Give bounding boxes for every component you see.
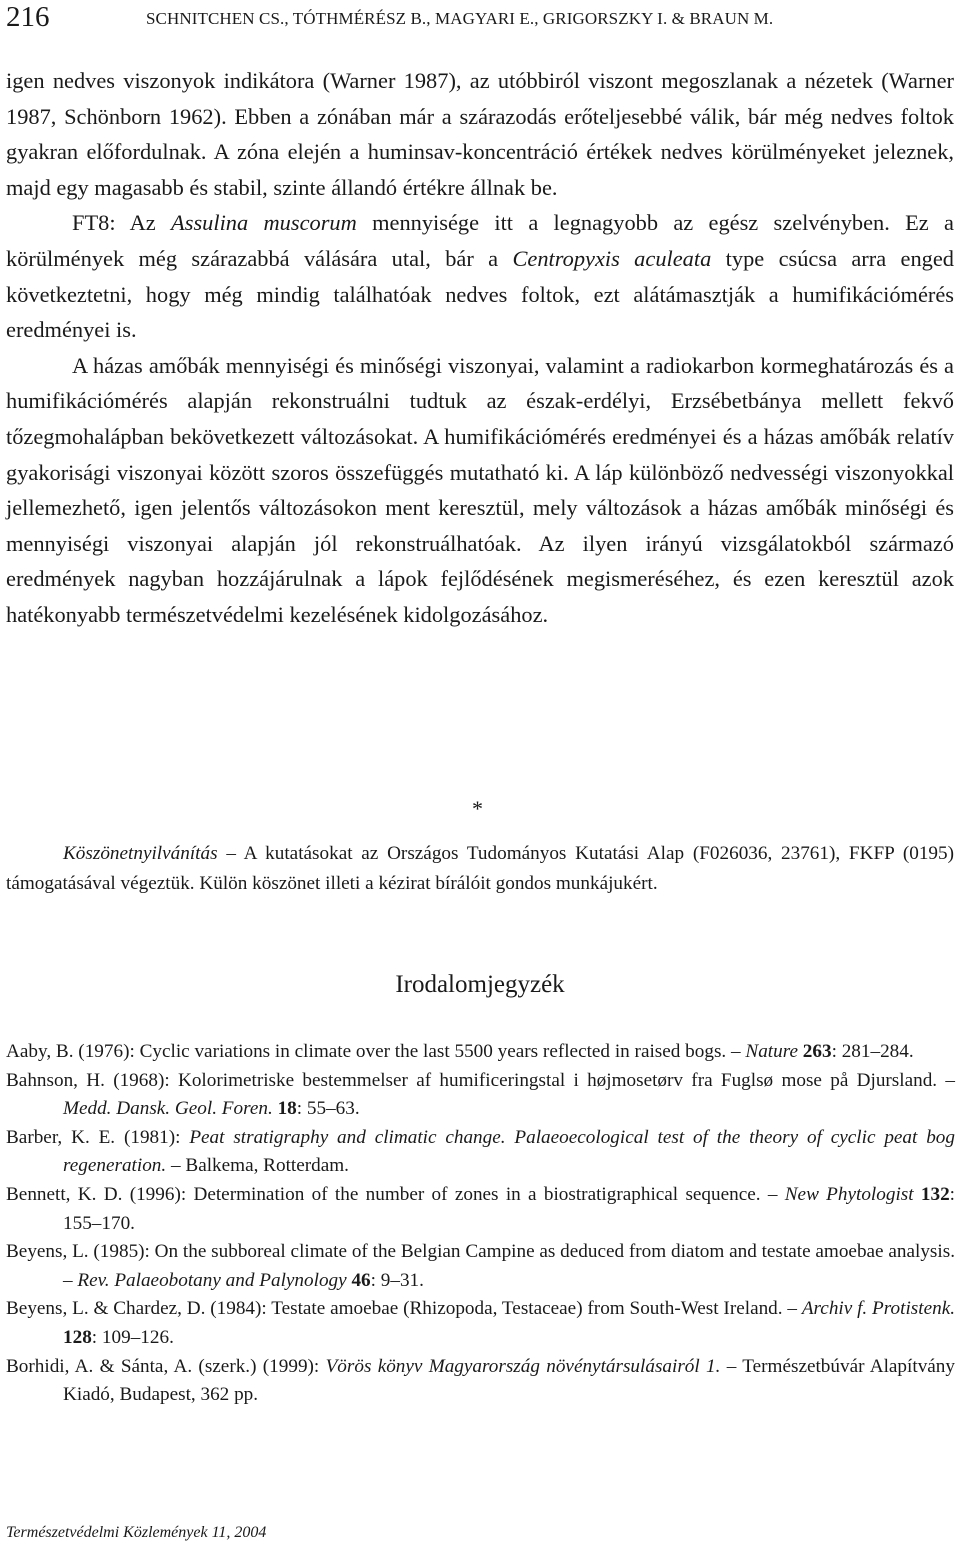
reference-item (6, 1295, 955, 1352)
reference-item (6, 1238, 955, 1295)
paragraph-2-part-b: mennyisége itt a legnagyobb az egész szelvényben. Ez a körülmények még szárazabbá válására utal, bár a (6, 210, 954, 271)
body-text (6, 63, 954, 633)
page-number: 216 (6, 1, 50, 33)
reference-item (6, 1124, 955, 1181)
journal-footer: Természetvédelmi Közlemények 11, 2004 (6, 1524, 267, 1541)
reference-pages: : 9–31. (370, 1269, 424, 1291)
reference-text: Bennett, K. D. (1996): Determination of the number of zones in a biostratigraphical sequence. – (6, 1183, 785, 1205)
reference-text (914, 1184, 921, 1205)
acknowledgement-text: – A kutatásokat az Országos Tudományos Kutatási Alap (F026036, 23761), FKFP (0195) támogatásával végeztük. Külön köszönet illeti a kézirat bírálóit gondos munkájukért. (6, 843, 954, 894)
reference-text: Borhidi, A. & Sánta, A. (szerk.) (1999): (6, 1355, 326, 1377)
acknowledgement-label: Köszönetnyilvánítás (63, 843, 218, 864)
acknowledgement (6, 839, 954, 899)
reference-pages: : 55–63. (296, 1098, 360, 1120)
section-separator: * (472, 796, 483, 821)
reference-volume: 18 (277, 1098, 297, 1120)
paragraph-2 (6, 205, 954, 347)
reference-pages: : 109–126. (91, 1326, 174, 1348)
reference-source: Medd. Dansk. Geol. Foren. (63, 1098, 273, 1120)
reference-pages: : 281–284. (831, 1041, 914, 1062)
reference-source: Nature (745, 1041, 798, 1062)
reference-source: Archiv f. Protistenk. (801, 1298, 956, 1320)
reference-item (6, 1181, 955, 1238)
reference-source: Rev. Palaeobotany and Palynology (77, 1269, 347, 1291)
running-head: SCHNITCHEN CS., TÓTHMÉRÉSZ B., MAGYARI E., GRIGORSZKY I. & BRAUN M. (146, 9, 774, 28)
reference-text: Beyens, L. (1985): On the subboreal climate of the Belgian Campine as deduced from diatom and testate amoebae analysis. – (6, 1241, 955, 1291)
references-heading: Irodalomjegyzék (395, 971, 565, 998)
reference-text: Beyens, L. & Chardez, D. (1984): Testate amoebae (Rhizopoda, Testaceae) from South-West Ireland. – (6, 1298, 802, 1320)
paragraph-1: igen nedves viszonyok indikátora (Warner 1987), az utóbbiról viszont megoszlanak a nézetek (Warner 1987, Schönborn 1962). Ebben a zónában már a szárazodás erőteljesebbé válik, bár még nedves foltok gyakran előfordulnak. A zóna elején a huminsav-koncentráció értékek nedves körülményeket jeleznek, majd egy magasabb és stabil, szinte állandó értékre állnak be. (6, 68, 954, 200)
reference-text: Aaby, B. (1976): Cyclic variations in climate over the last 5500 years reflected in raised bogs. – (6, 1041, 746, 1062)
reference-volume: 46 (351, 1269, 371, 1291)
reference-item (6, 1353, 955, 1410)
paragraph-2-part-c: type csúcsa arra enged következtetni, hogy még mindig találhatóak nedves foltok, ezt alátámasztják a humifikációmérés eredményei is. (6, 245, 954, 343)
page-header (6, 2, 956, 36)
paragraph-2-part-a: FT8: Az (72, 210, 172, 236)
reference-source: Vörös könyv Magyarország növénytársulásairól 1. (325, 1355, 721, 1377)
reference-item (6, 1038, 955, 1067)
reference-pages: : 155–170. (63, 1183, 956, 1234)
reference-volume: 128 (63, 1326, 92, 1348)
species-name: Centropyxis aculeata (512, 245, 712, 271)
reference-volume: 132 (920, 1183, 950, 1205)
species-name: Assulina muscorum (171, 210, 357, 236)
reference-item (6, 1067, 955, 1124)
paragraph-3: A házas amőbák mennyiségi és minőségi viszonyai, valamint a radiokarbon kormeghatározás és a humifikációmérés alapján rekonstruálni tudtuk az észak-erdélyi, Erzsébetbánya mellett fekvő tőzegmohalápban bekövetkezett változásokat. A humifikációmérés eredményei és a házas amőbák relatív gyakorisági viszonyai között szoros összefüggés mutatható ki. A láp különböző nedvességi viszonyokkal jellemezhető, igen jelentős változásokon ment keresztül, mely változások a házas amőbák minőségi és mennyiségi viszonyai alapján jól rekonstruálhatóak. Az ilyen irányú vizsgálatokból származó eredmények nagyban hozzájárulnak a lápok fejlődésének megismeréséhez, és ezen keresztül azok hatékonyabb természetvédelmi kezelésének kidolgozásához. (6, 352, 954, 627)
reference-source: Peat stratigraphy and climatic change. Palaeoecological test of the theory of cyclic peat bog regeneration. (63, 1126, 955, 1177)
reference-text: Bahnson, H. (1968): Kolorimetriske bestemmelser af humificeringstal i højmosetørv fra Fuglsø mose på Djursland. – (6, 1069, 955, 1091)
reference-source: New Phytologist (784, 1183, 914, 1205)
reference-text: Barber, K. E. (1981): (6, 1126, 190, 1148)
reference-text: – Természetbúvár Alapítvány Kiadó, Budapest, 362 pp. (63, 1355, 955, 1406)
reference-volume: 263 (802, 1041, 832, 1062)
reference-text: – Balkema, Rotterdam. (166, 1155, 349, 1177)
references-list (6, 1038, 955, 1410)
